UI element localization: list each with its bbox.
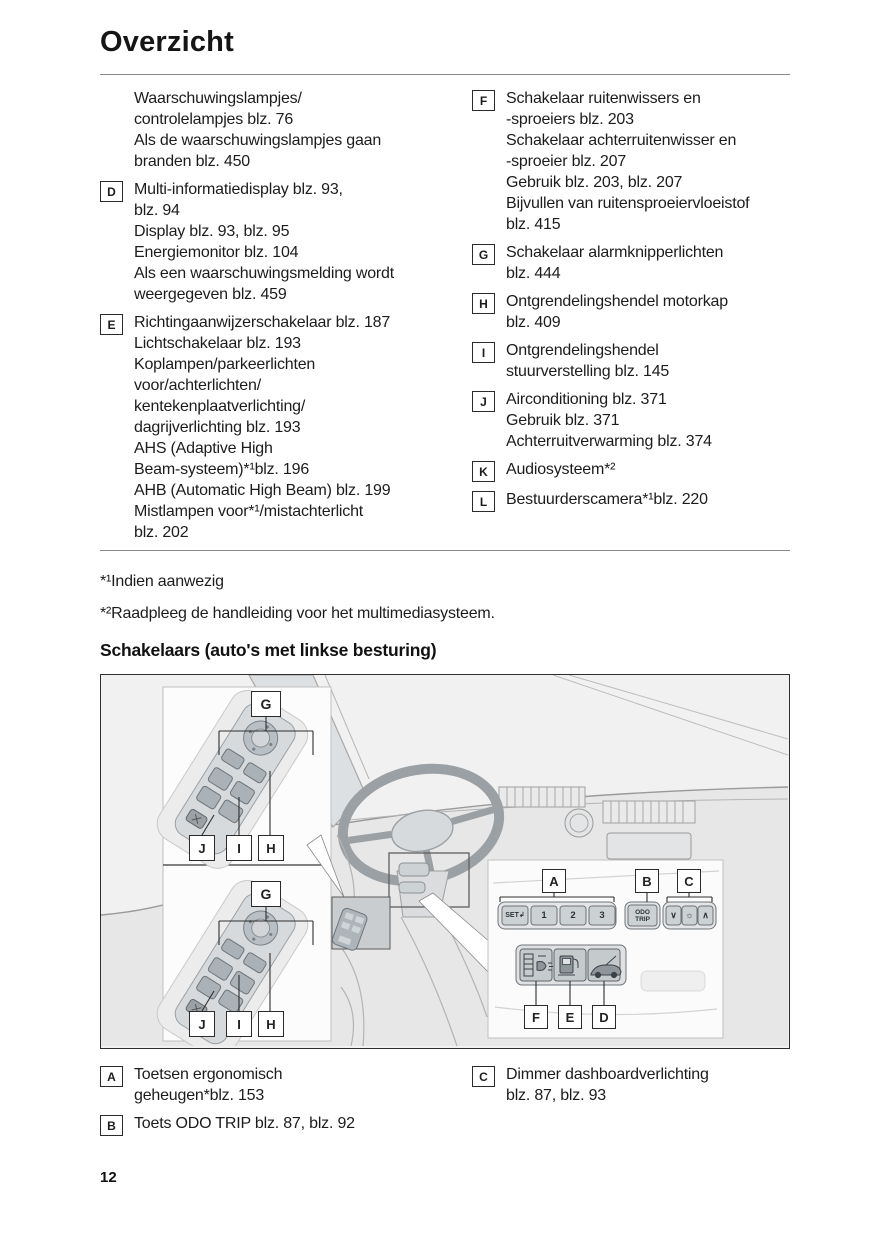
figure-label-i2: I [226,1011,252,1037]
index-line: Schakelaar ruitenwissers en [506,90,701,107]
page-title: Overzicht [100,26,234,58]
index-line: kentekenplaatverlichting/ [134,398,306,415]
figure-label-j2: J [189,1011,215,1037]
dimmer-display-icon: ☼ [685,910,694,920]
odo-label-bottom: TRIP [635,915,650,923]
index-line: geheugen*blz. 153 [134,1087,265,1104]
figure-label-a: A [542,869,566,893]
item-letter-l: L [472,491,495,512]
index-line: Gebruik blz. 203, blz. 207 [506,174,683,191]
index-line: Als de waarschuwingslampjes gaan [134,132,382,149]
steering-stalk [399,882,425,893]
index-line: Schakelaar alarmknipperlichten [506,244,724,261]
footnote-2: *²Raadpleeg de handleiding voor het multimediasysteem. [100,605,495,622]
item-letter-e: E [100,314,123,335]
index-line: Ontgrendelingshendel motorkap [506,293,728,310]
index-right-column [472,88,790,550]
item-letter-a: A [100,1066,123,1087]
index-line: branden blz. 450 [134,153,251,170]
index-line: blz. 202 [134,524,189,541]
component-index [100,88,790,550]
index-line: -sproeier blz. 207 [506,153,627,170]
item-letter-i: I [472,342,495,363]
index-line: Schakelaar achterruitenwisser en [506,132,737,149]
index-line: blz. 444 [506,265,561,282]
index-item-k [472,459,790,482]
index-line: Ontgrendelingshendel [506,342,659,359]
index-line: voor/achterlichten/ [134,377,261,394]
index-line: blz. 87, blz. 93 [506,1087,606,1104]
index-item-i [472,340,790,382]
index-line: Energiemonitor blz. 104 [134,244,299,261]
index-line: Display blz. 93, blz. 95 [134,223,290,240]
index-left-column [100,88,472,550]
memory-2-label: 2 [570,909,576,921]
index-line: Waarschuwingslampjes/ [134,90,302,107]
index-line: Audiosysteem*² [506,461,616,478]
figure-label-h2: H [258,1011,284,1037]
index-item-l [472,489,790,512]
memory-1-label: 1 [541,909,547,921]
footnotes [100,571,790,624]
figure-label-d: D [592,1005,616,1029]
index-line: blz. 409 [506,314,561,331]
legend-item-c [472,1064,790,1106]
page-number: 12 [100,1169,117,1186]
footnote-1: *¹Indien aanwezig [100,573,224,590]
index-line: Airconditioning blz. 371 [506,391,667,408]
index-line: Richtingaanwijzerschakelaar blz. 187 [134,314,391,331]
dashboard-vent-left [499,787,585,807]
index-line: Koplampen/parkeerlichten [134,356,316,373]
index-item-warning-lamps [100,88,472,172]
index-line: Toetsen ergonomisch [134,1066,283,1083]
dashboard-vent-right [603,801,695,823]
item-letter-j: J [472,391,495,412]
index-line: -sproeiers blz. 203 [506,111,634,128]
figure-label-b: B [635,869,659,893]
item-letter-c: C [472,1066,495,1087]
odo-label-top: ODO [635,908,650,916]
figure-legend [100,1064,790,1143]
index-item-e [100,312,472,543]
index-line: Bijvullen van ruitensproeiervloeistof [506,195,750,212]
figure-label-g: G [251,691,281,717]
index-line: Dimmer dashboardverlichting [506,1066,709,1083]
overview-illustration [100,674,790,1049]
index-line: Bestuurderscamera*¹blz. 220 [506,491,708,508]
index-item-f [472,88,790,235]
item-letter-b: B [100,1115,123,1136]
index-line: Mistlampen voor*¹/mistachterlicht [134,503,364,520]
steering-stalk [399,863,429,876]
figure-label-h: H [258,835,284,861]
set-button-label: SET↲ [505,912,525,919]
index-line: weergegeven blz. 459 [134,286,287,303]
index-line: Achterruitverwarming blz. 374 [506,433,712,450]
index-line: controlelampjes blz. 76 [134,111,294,128]
index-line: Als een waarschuwingsmelding wordt [134,265,394,282]
top-rule [100,74,790,75]
index-line: stuurverstelling blz. 145 [506,363,670,380]
index-line: AHB (Automatic High Beam) blz. 199 [134,482,391,499]
index-bottom-rule [100,550,790,551]
index-line: Gebruik blz. 371 [506,412,620,429]
legend-item-b [100,1113,472,1136]
index-item-g [472,242,790,284]
figure-label-g2: G [251,881,281,907]
legend-right-column [472,1064,790,1143]
index-line: blz. 415 [506,216,561,233]
figure-label-f: F [524,1005,548,1029]
index-line: Multi-informatiedisplay blz. 93, [134,181,343,198]
dimmer-up-icon: ∧ [702,910,709,920]
item-letter-k: K [472,461,495,482]
index-item-d [100,179,472,305]
item-letter-d: D [100,181,123,202]
side-vent-round [565,809,593,837]
legend-left-column [100,1064,472,1143]
section-heading: Schakelaars (auto's met linkse besturing) [100,640,437,660]
index-line: Lichtschakelaar blz. 193 [134,335,301,352]
index-item-h [472,291,790,333]
figure-label-i: I [226,835,252,861]
item-letter-g: G [472,244,495,265]
legend-item-a [100,1064,472,1106]
figure-label-c: C [677,869,701,893]
figure-label-e: E [558,1005,582,1029]
dimmer-down-icon: ∨ [670,910,677,920]
index-line: dagrijverlichting blz. 193 [134,419,301,436]
index-line: Toets ODO TRIP blz. 87, blz. 92 [134,1115,355,1132]
display-screen [607,833,691,859]
figure-label-j: J [189,835,215,861]
item-letter-f: F [472,90,495,111]
index-item-j [472,389,790,452]
index-line: AHS (Adaptive High [134,440,273,457]
index-line: Beam-systeem)*¹blz. 196 [134,461,310,478]
index-line: blz. 94 [134,202,180,219]
memory-3-label: 3 [599,909,605,921]
item-letter-h: H [472,293,495,314]
odo-trip-label [628,905,657,926]
